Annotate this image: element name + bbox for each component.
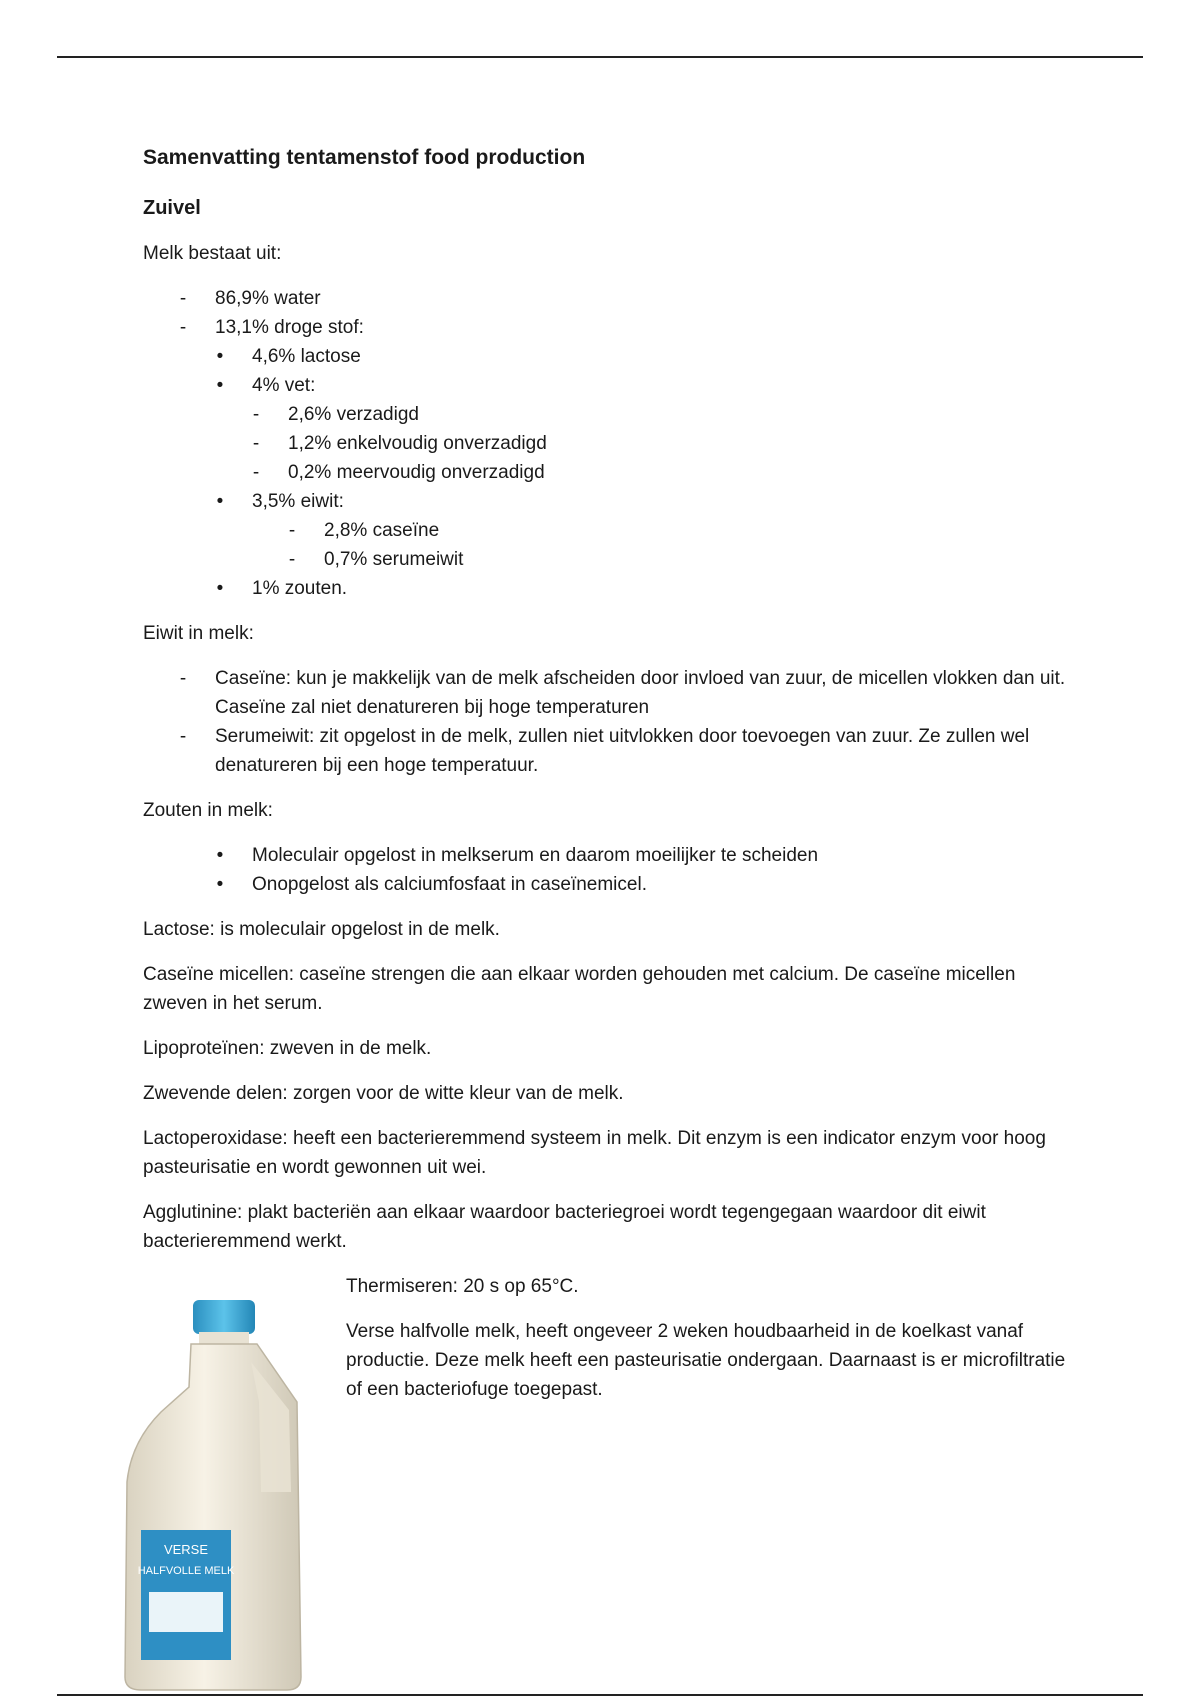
- list-item: • 4,6% lactose: [143, 342, 1083, 371]
- list-item: • 4% vet:: [143, 371, 1083, 400]
- verse-melk-paragraph: Verse halfvolle melk, heeft ongeveer 2 weken houdbaarheid in de koelkast vanaf productie. Deze melk heeft een pasteurisatie ondergaan. Daarnaast is er microfiltratie of een bacteriofuge toegepast.: [346, 1321, 1066, 1400]
- list-item: • Onopgelost als calciumfosfaat in caseïnemicel.: [143, 870, 1083, 899]
- dash-marker: -: [252, 433, 260, 454]
- list-item: - 86,9% water: [143, 284, 1083, 313]
- agglutinine-paragraph: Agglutinine: plakt bacteriën aan elkaar waardoor bacteriegroei wordt tegengegaan waardoor dit eiwit bacterieremmend werkt.: [143, 1202, 986, 1252]
- dash-marker: -: [179, 726, 187, 747]
- list-item: - 1,2% enkelvoudig onverzadigd: [143, 429, 1083, 458]
- dash-marker: -: [252, 404, 260, 425]
- lactoperoxidase-paragraph: Lactoperoxidase: heeft een bacterieremmend systeem in melk. Dit enzym is een indicator enzym voor hoog pasteurisatie en wordt gewonnen uit wei.: [143, 1128, 1046, 1178]
- dash-marker: -: [179, 668, 187, 689]
- lipoproteinen-paragraph: Lipoproteïnen: zweven in de melk.: [143, 1038, 432, 1059]
- dash-marker: -: [252, 462, 260, 483]
- footer-rule: [57, 1694, 1143, 1696]
- list-item: - 0,2% meervoudig onverzadigd: [143, 458, 1083, 487]
- bullet-marker: •: [216, 874, 224, 895]
- micellen-paragraph: Caseïne micellen: caseïne strengen die aan elkaar worden gehouden met calcium. De caseïne micellen zweven in het serum.: [143, 964, 1016, 1014]
- thermiseren-paragraph: Thermiseren: 20 s op 65°C.: [346, 1276, 579, 1297]
- dash-marker: -: [179, 288, 187, 309]
- bottle-label-line-2: HALFVOLLE MELK: [137, 1565, 235, 1577]
- melk-intro: Melk bestaat uit:: [143, 243, 282, 264]
- image-text-row: [137, 1272, 1083, 1692]
- list-item: - 2,8% caseïne: [143, 516, 1083, 545]
- dash-marker: -: [179, 317, 187, 338]
- bullet-marker: •: [216, 346, 224, 367]
- document-title: Samenvatting tentamenstof food production: [143, 146, 586, 169]
- list-item: - 0,7% serumeiwit: [143, 545, 1083, 574]
- bullet-marker: •: [216, 375, 224, 396]
- bottle-cap: [193, 1300, 255, 1334]
- eiwit-intro: Eiwit in melk:: [143, 623, 254, 644]
- bullet-marker: •: [216, 845, 224, 866]
- milk-bottle-image: [101, 1292, 311, 1692]
- zwevende-delen-paragraph: Zwevende delen: zorgen voor de witte kleur van de melk.: [143, 1083, 624, 1104]
- zouten-intro: Zouten in melk:: [143, 800, 273, 821]
- dash-marker: -: [288, 549, 296, 570]
- dash-marker: -: [288, 520, 296, 541]
- lactose-paragraph: Lactose: is moleculair opgelost in de melk.: [143, 919, 500, 940]
- bottle-label-line-1: VERSE: [163, 1542, 209, 1557]
- list-item: - Caseïne: kun je makkelijk van de melk afscheiden door invloed van zuur, de micellen vlokken dan uit. Caseïne zal niet denatureren bij hoge temperaturen: [143, 664, 1083, 722]
- list-item: • 3,5% eiwit:: [143, 487, 1083, 516]
- header-rule: [57, 56, 1143, 58]
- bullet-marker: •: [216, 578, 224, 599]
- eiwit-list: [143, 664, 1083, 780]
- list-item: - Serumeiwit: zit opgelost in de melk, zullen niet uitvlokken door toevoegen van zuur. Ze zullen wel denatureren bij een hoge temperatuur.: [143, 722, 1083, 780]
- zouten-list: [143, 841, 1083, 899]
- bottle-description: [346, 1272, 1086, 1420]
- bullet-marker: •: [216, 491, 224, 512]
- melk-composition-list: [143, 284, 1083, 603]
- list-item: - 2,6% verzadigd: [143, 400, 1083, 429]
- list-item: • Moleculair opgelost in melkserum en daarom moeilijker te scheiden: [143, 841, 1083, 870]
- section-heading: Zuivel: [143, 197, 201, 219]
- document-body: [137, 143, 1083, 1692]
- list-item: - 13,1% droge stof:: [143, 313, 1083, 342]
- list-item: • 1% zouten.: [143, 574, 1083, 603]
